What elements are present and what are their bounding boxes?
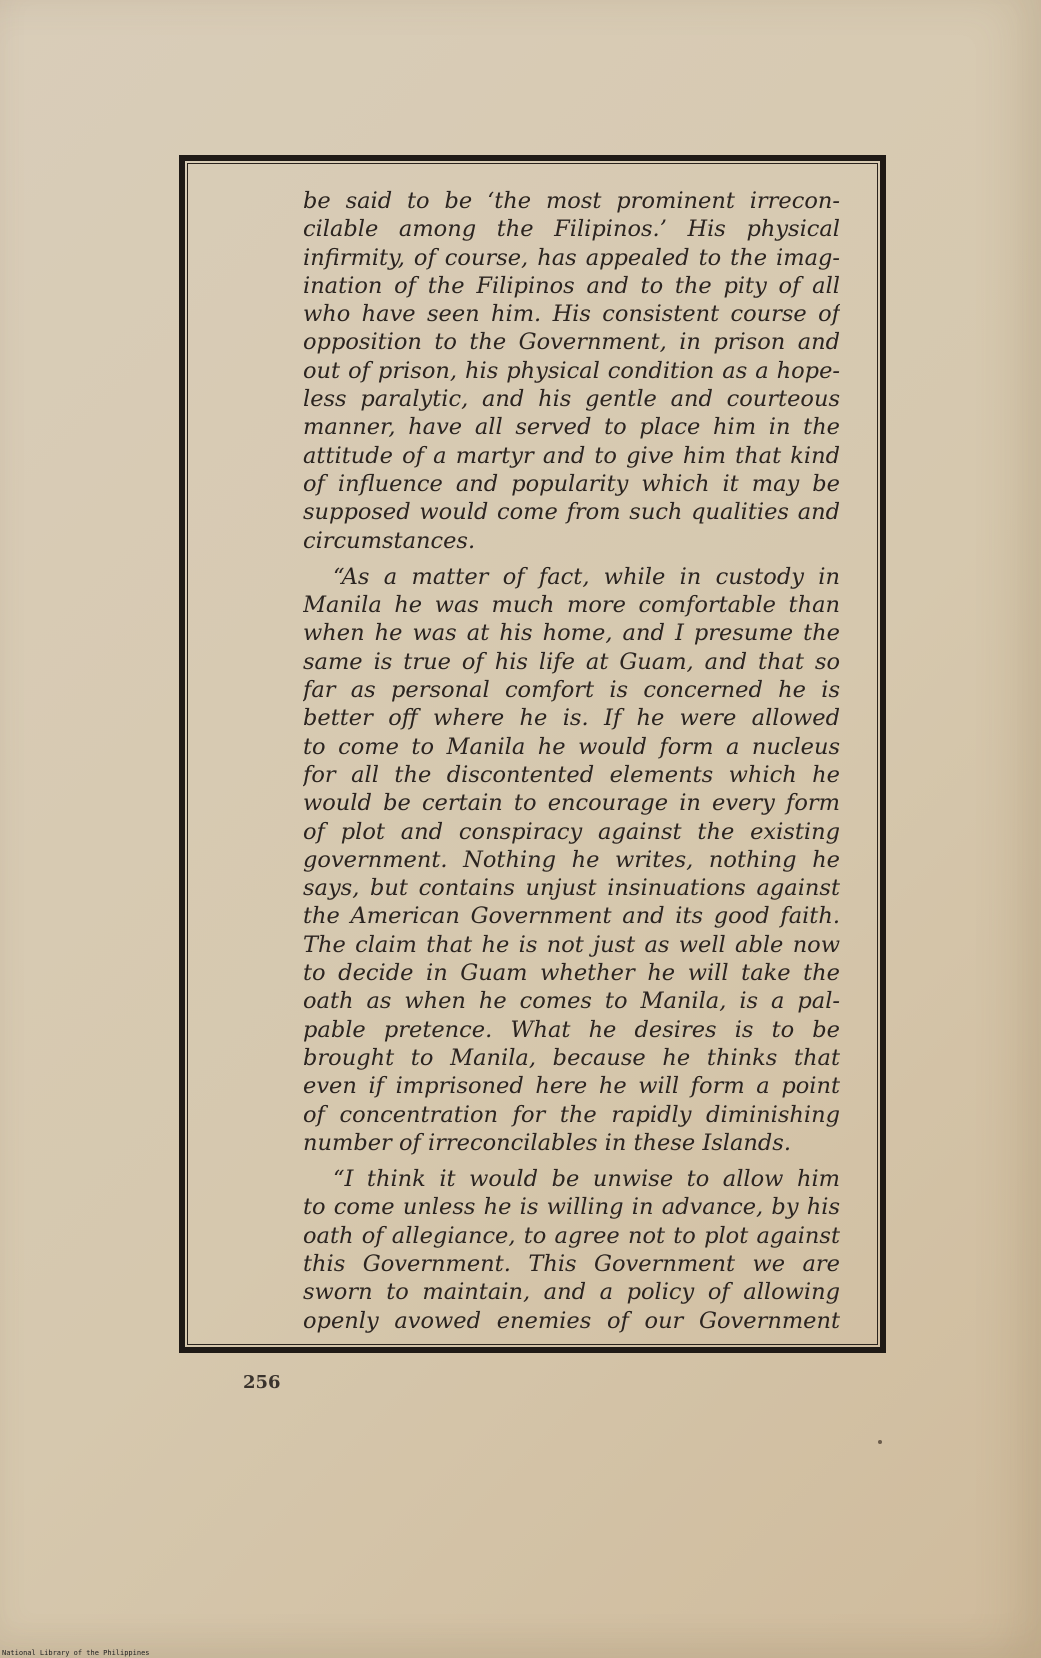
text-line: oath of allegiance, to agree not to plot against (303, 1222, 840, 1249)
text-line: the American Government and its good faith. (303, 903, 840, 930)
text-line: manner, have all served to place him in the (303, 414, 840, 441)
text-line: Manila he was much more comfortable than (303, 592, 840, 619)
text-line: brought to Manila, because he thinks that (303, 1044, 840, 1071)
page-number: 256 (243, 1372, 281, 1393)
text-line: The claim that he is not just as well able now (303, 931, 840, 958)
text-line: supposed would come from such qualities and (303, 499, 840, 526)
text-line: opposition to the Government, in prison and (303, 329, 840, 356)
text-line: circumstances. (303, 527, 476, 554)
text-line: pable pretence. What he desires is to be (303, 1016, 840, 1043)
text-line: oath as when he comes to Manila, is a pal- (303, 988, 840, 1015)
body-text (303, 187, 840, 1335)
text-line: who have seen him. His consistent course of (303, 301, 840, 328)
library-credit: National Library of the Philippines (2, 1649, 150, 1657)
text-line: cilable among the Filipinos.’ His physical (303, 216, 840, 243)
text-line: out of prison, his physical condition as a hope- (303, 357, 840, 384)
text-line: better off where he is. If he were allowed (303, 705, 840, 732)
text-line: infirmity, of course, has appealed to the imag- (303, 244, 840, 271)
text-line: same is true of his life at Guam, and that so (303, 648, 840, 675)
text-line: less paralytic, and his gentle and courteous (303, 386, 840, 413)
text-line: be said to be ‘the most prominent irrecon- (303, 188, 840, 214)
text-line: attitude of a martyr and to give him that kind (303, 442, 840, 469)
text-line: sworn to maintain, and a policy of allowing (303, 1279, 840, 1306)
paragraph (303, 563, 840, 1157)
text-line: this Government. This Government we are (303, 1250, 840, 1277)
paper-speck (878, 1440, 882, 1444)
text-line: government. Nothing he writes, nothing he (303, 846, 840, 873)
text-line: would be certain to encourage in every form (303, 790, 840, 817)
text-line: ination of the Filipinos and to the pity of all (303, 272, 840, 299)
text-line: of influence and popularity which it may be (303, 470, 840, 497)
text-line: says, but contains unjust insinuations against (303, 875, 840, 902)
paragraph (303, 187, 840, 555)
text-line: to come to Manila he would form a nucleus (303, 733, 840, 760)
text-line: openly avowed enemies of our Government (303, 1307, 840, 1334)
text-line: “I think it would be unwise to allow him (333, 1166, 840, 1193)
text-line: of plot and conspiracy against the existing (303, 818, 840, 845)
text-line: number of irreconcilables in these Islands. (303, 1129, 791, 1156)
paragraph (303, 1165, 840, 1335)
text-line: to decide in Guam whether he will take the (303, 960, 840, 987)
text-line: far as personal comfort is concerned he is (303, 677, 840, 704)
text-line: for all the discontented elements which he (303, 761, 840, 788)
text-line: to come unless he is willing in advance, by his (303, 1194, 840, 1221)
text-line: even if imprisoned here he will form a point (303, 1073, 840, 1100)
text-line: “As a matter of fact, while in custody in (333, 563, 840, 590)
text-line: of concentration for the rapidly diminishing (303, 1101, 840, 1128)
text-line: when he was at his home, and I presume the (303, 620, 840, 647)
